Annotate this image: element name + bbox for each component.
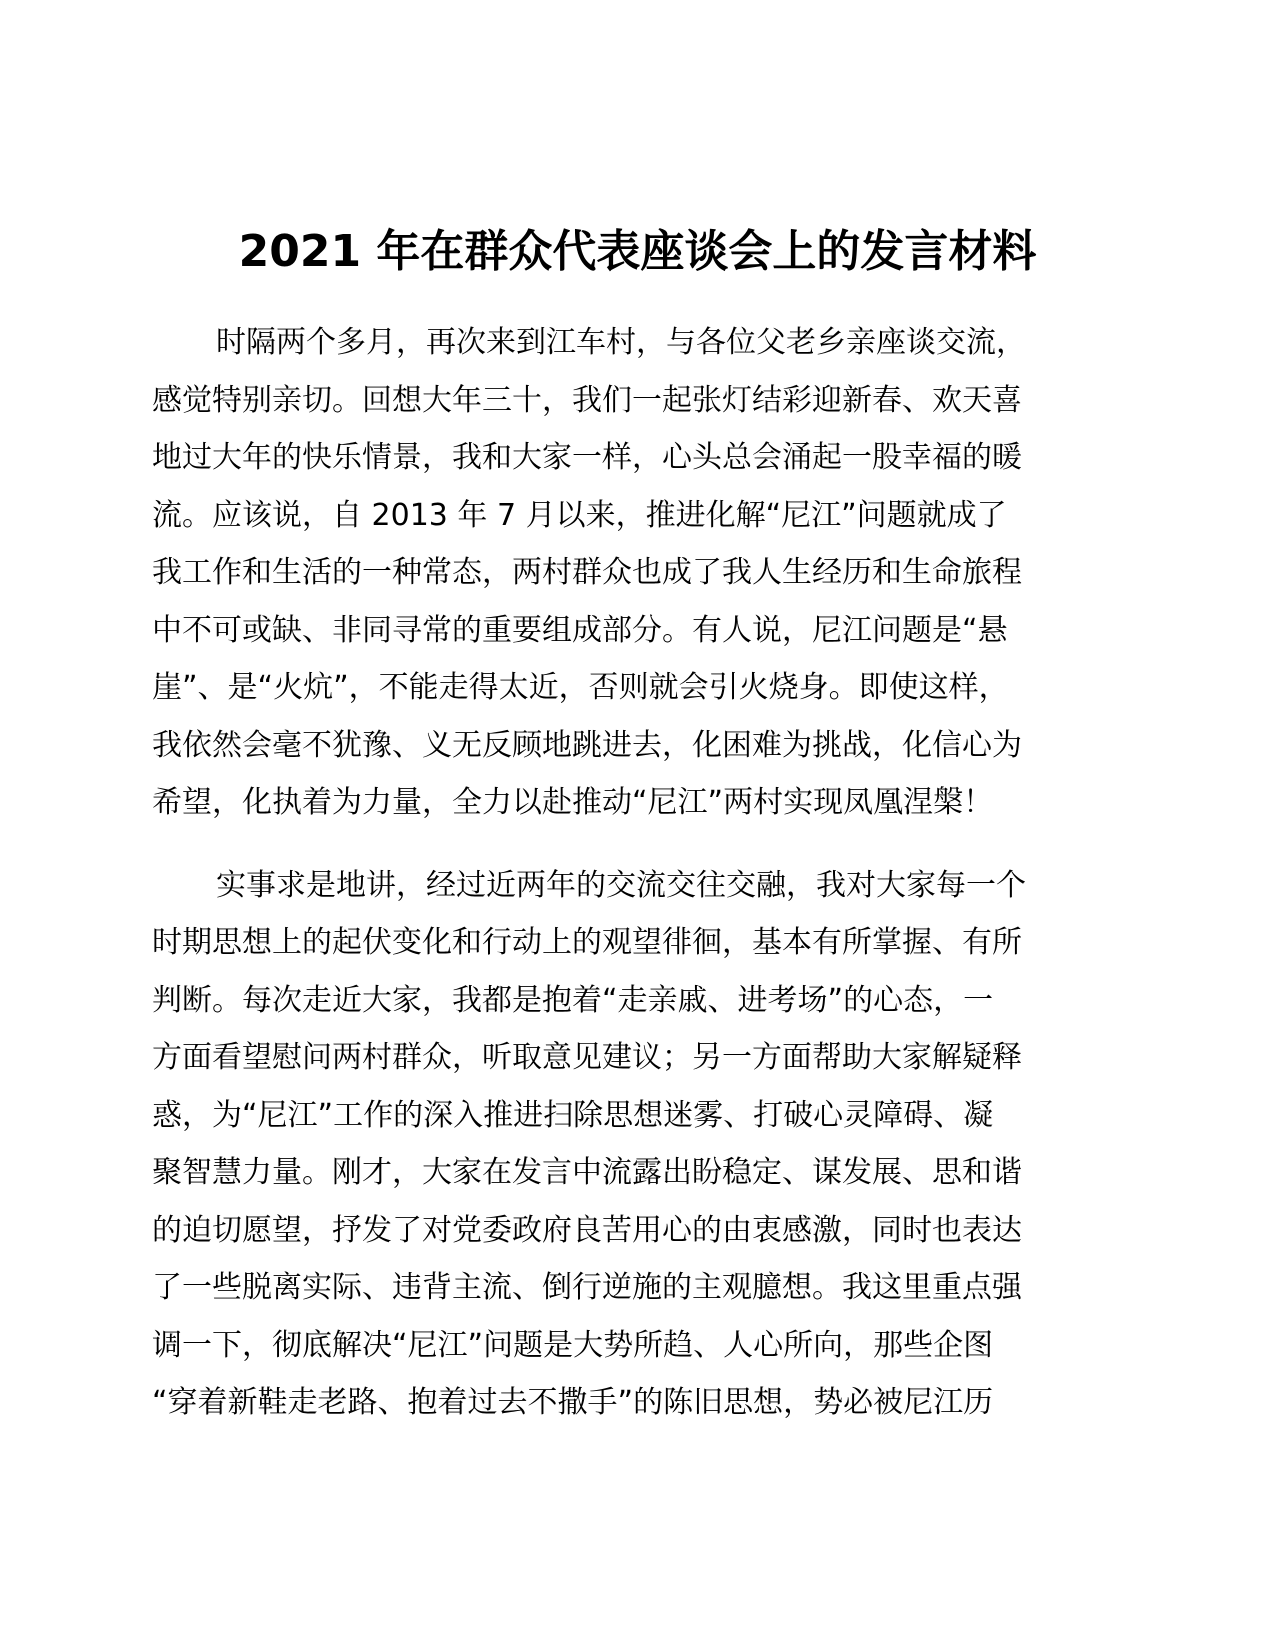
paragraph-line: 实事求是地讲，经过近两年的交流交往交融，我对大家每一个 xyxy=(216,867,1026,903)
document-title: 2021 年在群众代表座谈会上的发言材料 xyxy=(238,226,1037,277)
paragraph-line: 聚智慧力量。刚才，大家在发言中流露出盼稳定、谋发展、思和谐 xyxy=(152,1155,1022,1190)
paragraph-line: 判断。每次走近大家，我都是抱着“走亲戚、进考场”的心态，一 xyxy=(152,982,994,1018)
paragraph-line: 地过大年的快乐情景，我和大家一样，心头总会涌起一股幸福的暖 xyxy=(152,440,1022,475)
paragraph-line: 流。应该说，自 2013 年 7 月以来，推进化解“尼江”问题就成了 xyxy=(152,497,1007,533)
paragraph-1 xyxy=(152,314,1122,832)
paragraph-line: 惑，为“尼江”工作的深入推进扫除思想迷雾、打破心灵障碍、凝 xyxy=(152,1097,994,1133)
paragraph-line: 时期思想上的起伏变化和行动上的观望徘徊，基本有所掌握、有所 xyxy=(152,925,1022,960)
paragraph-line: 的迫切愿望，抒发了对党委政府良苦用心的由衷感激，同时也表达 xyxy=(152,1212,1022,1248)
paragraph-line: “穿着新鞋走老路、抱着过去不撒手”的陈旧思想，势必被尼江历 xyxy=(152,1385,994,1420)
paragraph-line: 我工作和生活的一种常态，两村群众也成了我人生经历和生命旅程 xyxy=(152,555,1022,590)
paragraph-line: 方面看望慰问两村群众，听取意见建议；另一方面帮助大家解疑释 xyxy=(152,1040,1022,1075)
paragraph-line: 调一下，彻底解决“尼江”问题是大势所趋、人心所向，那些企图 xyxy=(152,1327,994,1363)
paragraph-line: 时隔两个多月，再次来到江车村，与各位父老乡亲座谈交流， xyxy=(216,325,1026,360)
paragraph-line: 崖”、是“火炕”，不能走得太近，否则就会引火烧身。即使这样， xyxy=(152,670,1009,705)
paragraph-line: 了一些脱离实际、违背主流、倒行逆施的主观臆想。我这里重点强 xyxy=(152,1270,1022,1305)
paragraph-line: 我依然会毫不犹豫、义无反顾地跳进去，化困难为挑战，化信心为 xyxy=(152,727,1022,763)
paragraph-2 xyxy=(152,857,1122,1432)
document-body xyxy=(152,314,1122,1457)
paragraph-line: 中不可或缺、非同寻常的重要组成部分。有人说，尼江问题是“悬 xyxy=(152,612,1008,648)
paragraph-line: 感觉特别亲切。回想大年三十，我们一起张灯结彩迎新春、欢天喜 xyxy=(152,382,1022,418)
paragraph-line: 希望，化执着为力量，全力以赴推动“尼江”两村实现凤凰涅槃！ xyxy=(152,785,994,820)
